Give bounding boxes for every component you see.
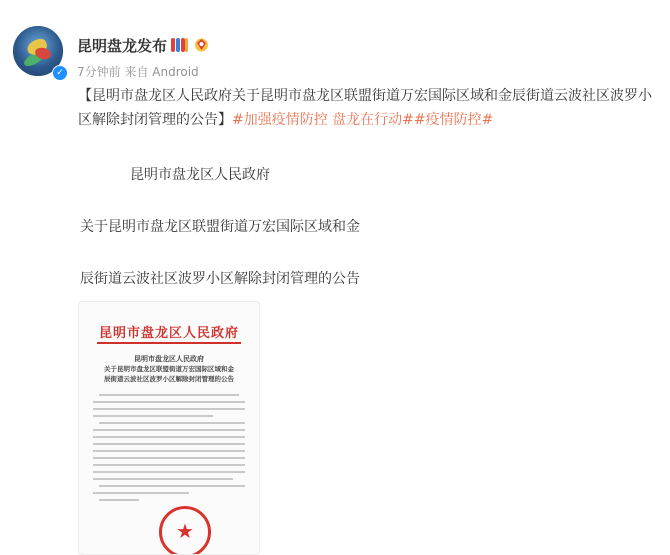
topic-tag[interactable]: #疫情防控# xyxy=(413,112,494,128)
document-text-line xyxy=(93,478,233,480)
document-text-line xyxy=(93,464,245,466)
document-text-line xyxy=(99,422,245,424)
member-badge-icon[interactable] xyxy=(171,37,189,53)
author-badges xyxy=(171,37,210,53)
document-text-line xyxy=(93,471,245,473)
fan-badge-icon[interactable] xyxy=(193,37,210,53)
verified-badge-icon: ✓ xyxy=(52,65,68,81)
document-image[interactable] xyxy=(78,301,260,555)
document-title: 辰街道云波社区波罗小区解除封闭管理的公告 xyxy=(104,375,234,383)
document-text-line xyxy=(93,457,245,459)
document-text-line xyxy=(93,436,245,438)
post-paragraph: 昆明市盘龙区人民政府 xyxy=(130,167,270,183)
post-paragraph: 关于昆明市盘龙区联盟街道万宏国际区域和金 xyxy=(80,219,360,235)
document-text-line xyxy=(93,429,245,431)
post-paragraph: 辰街道云波社区波罗小区解除封闭管理的公告 xyxy=(80,271,360,287)
document-divider xyxy=(97,342,241,344)
topic-tag[interactable]: #加强疫情防控 盘龙在行动# xyxy=(232,112,414,128)
post-meta: 7分钟前 来自 Android xyxy=(77,65,199,79)
official-seal-icon: ★ xyxy=(159,506,211,555)
post-headline xyxy=(78,84,658,132)
document-text-line xyxy=(93,443,245,445)
author-name[interactable]: 昆明盘龙发布 xyxy=(77,37,168,55)
document-header: 昆明市盘龙区人民政府 xyxy=(98,326,239,341)
document-text-line xyxy=(99,485,245,487)
headline-text: 【昆明市盘龙区人民政府关于昆明市盘龙区联盟街道万宏国际区域和金辰街道云波社区波罗小区解除封闭管理的公告】 xyxy=(78,88,652,128)
document-text-line xyxy=(93,401,245,403)
document-text-line xyxy=(93,415,213,417)
document-title: 昆明市盘龙区人民政府 xyxy=(134,354,204,363)
document-text-line xyxy=(93,450,245,452)
document-text-line xyxy=(99,499,139,501)
document-text-line xyxy=(93,492,189,494)
document-title: 关于昆明市盘龙区联盟街道万宏国际区域和金 xyxy=(104,365,234,373)
document-text-line xyxy=(93,408,245,410)
document-text-line xyxy=(99,394,239,396)
